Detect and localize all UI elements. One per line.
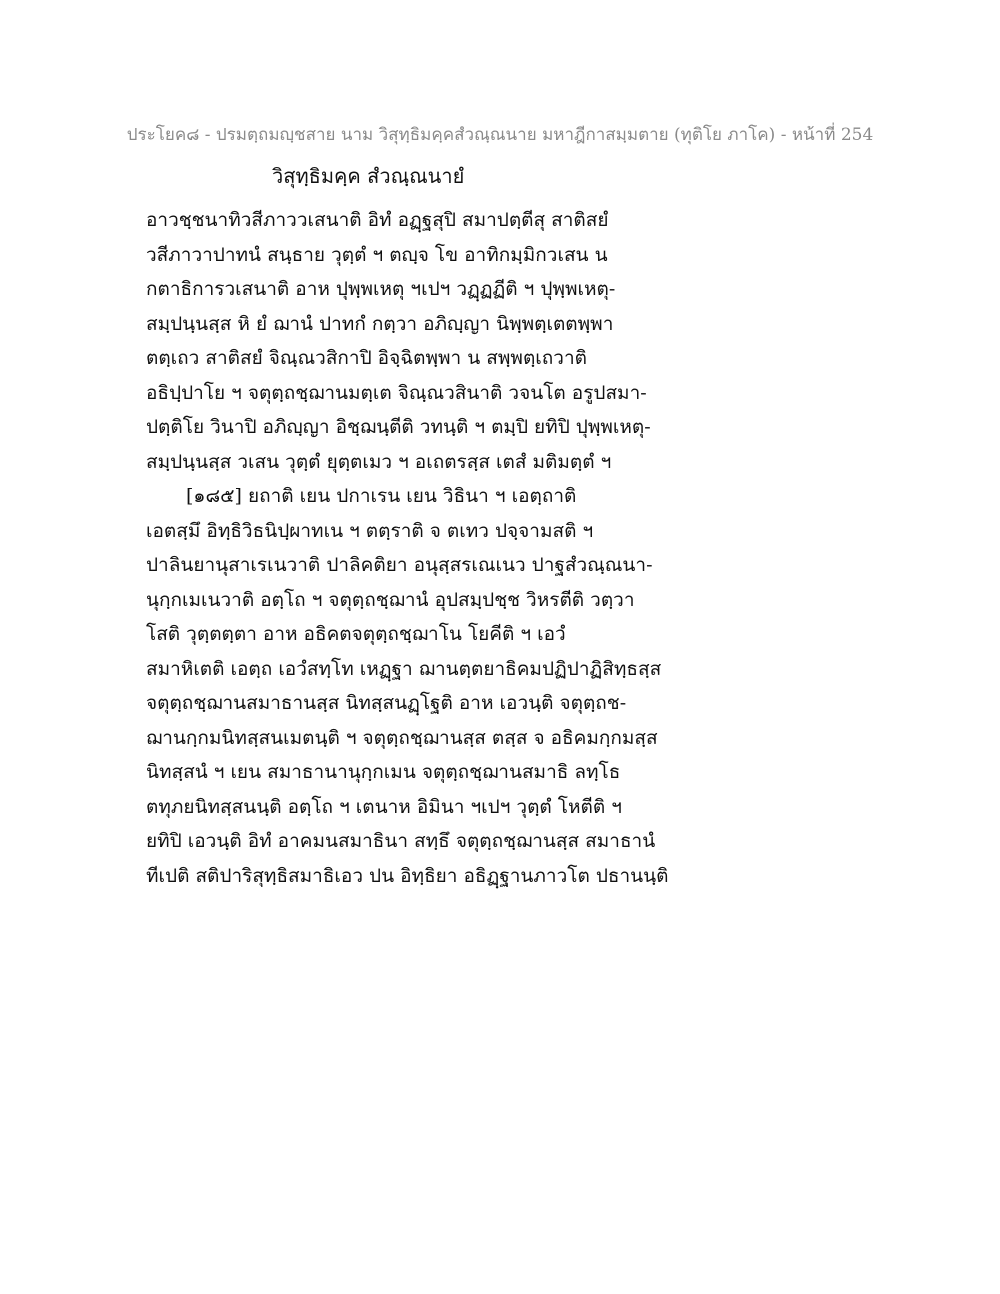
text-line: นุกฺกเมเนวาติ อตฺโถ ฯ จตุตฺถชฺฌานํ อุปสมฺปชฺช วิหรตีติ วตฺวา xyxy=(146,588,635,611)
text-line: กตาธิการวเสนาติ อาห ปุพฺพเหตุ ฯเปฯ วฏฺฏฏีติ ฯ ปุพฺพเหตุ- xyxy=(146,278,616,300)
paragraph-start-line: [๑๘๕] ยถาติ เยน ปกาเรน เยน วิธินา ฯ เอตฺถาติ xyxy=(186,485,577,507)
text-line: ทีเปติ สติปาริสุทฺธิสมาธิเอว ปน อิทฺธิยา อธิฏฺฐานภาวโต ปธานนฺติ xyxy=(146,864,669,887)
section-heading: วิสุทฺธิมคฺค สํวณฺณนายํ xyxy=(272,164,465,188)
running-header: ประโยค๘ - ปรมตฺถมญฺชสาย นาม วิสุทฺธิมคฺคสํวณฺณนาย มหาฎีกาสมฺมตาย (ทุติโย ภาโค) - หน้าที่ 254 xyxy=(126,125,874,145)
text-line: ยทิปิ เอวนฺติ อิทํ อาคมนสมาธินา สทฺธึ จตุตฺถชฺฌานสฺส สมาธานํ xyxy=(146,830,656,852)
text-line: สมฺปนฺนสฺส หิ ยํ ฌานํ ปาทกํ กตฺวา อภิญฺญา นิพฺพตฺเตตพฺพา xyxy=(146,312,614,335)
text-line: อธิปฺปาโย ฯ จตุตฺถชฺฌานมตฺเต จิณฺณวสินาติ วจนโต อรูปสมา- xyxy=(146,381,647,404)
text-line: ตตฺเถว สาติสยํ จิณฺณวสิกาปิ อิจฺฉิตพฺพา น สพฺพตฺเถวาติ xyxy=(146,347,587,369)
text-line: วสีภาวาปาทนํ สนฺธาย วุตฺตํ ฯ ตญฺจ โข อาทิกมฺมิกวเสน น xyxy=(146,243,608,266)
text-line: จตุตฺถชฺฌานสมาธานสฺส นิทสฺสนฏฺโฐติ อาห เอวนฺติ จตุตฺถช- xyxy=(146,692,627,714)
text-line: โสติ วุตฺตตฺตา อาห อธิคตจตุตฺถชฺฌาโน โยคีติ ฯ เอวํ xyxy=(146,623,566,645)
text-line: ปตฺติโย วินาปิ อภิญฺญา อิชฺฌนฺตีติ วทนฺติ ฯ ตมฺปิ ยทิปิ ปุพฺพเหตุ- xyxy=(146,416,651,438)
text-line: ตทุภยนิทสฺสนนฺติ อตฺโถ ฯ เตนาห อิมินา ฯเปฯ วุตฺตํ โหตีติ ฯ xyxy=(146,795,622,818)
text-line: เอตสฺมึ อิทฺธิวิธนิปฺผาทเน ฯ ตตฺราติ จ ตเทว ปจฺจามสติ ฯ xyxy=(146,519,594,542)
text-line: สมาหิเตติ เอตฺถ เอวํสทฺโท เหฏฺฐา ฌานตฺตยาธิคมปฏิปาฏิสิทฺธสฺส xyxy=(146,657,662,680)
text-line: อาวชฺชนาทิวสีภาววเสนาติ อิทํ อฏฺฐสุปิ สมาปตฺตีสุ สาติสยํ xyxy=(146,209,609,231)
text-line: นิทสฺสนํ ฯ เยน สมาธานานุกฺกเมน จตุตฺถชฺฌานสมาธิ ลทฺโธ xyxy=(146,761,621,783)
body-text xyxy=(146,203,866,893)
text-line: ฌานกฺกมนิทสฺสนเมตนฺติ ฯ จตุตฺถชฺฌานสฺส ตสฺส จ อธิคมกฺกมสฺส xyxy=(146,726,658,749)
text-line: สมฺปนฺนสฺส วเสน วุตฺตํ ยุตฺตเมว ฯ อเถตรสฺส เตสํ มติมตฺตํ ฯ xyxy=(146,450,612,473)
text-line: ปาลินยานุสาเรเนวาติ ปาลิคติยา อนุสฺสรเณเนว ปาฐสํวณฺณนา- xyxy=(146,554,653,576)
